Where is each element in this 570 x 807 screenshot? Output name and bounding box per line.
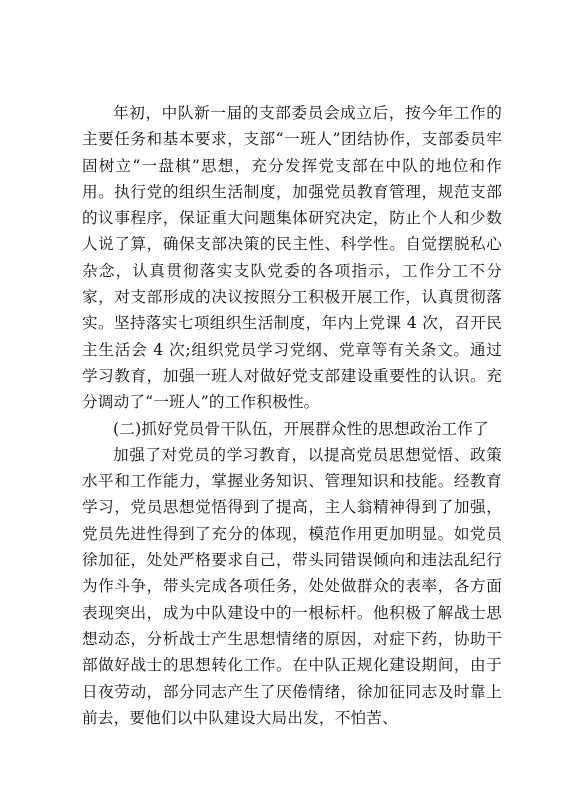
document-body bbox=[82, 100, 502, 731]
paragraph-party-member-education: 加强了对党员的学习教育，以提高党员思想觉悟、政策水平和工作能力，掌握业务知识、管理知识和技能。经教育学习，党员思想觉悟得到了提高，主人翁精神得到了加强，党员先进性得到了充分的体现，模范作用更加明显。如党员徐加征，处处严格要求自己，带头同错误倾向和违法乱纪行为作斗争，带头完成各项任务，处处做群众的表率，各方面表现突出，成为中队建设中的一根标杆。他积极了解战士思想动态，分析战士产生思想情绪的原因，对症下药，协助干部做好战士的思想转化工作。在中队正规化建设期间，由于日夜劳动，部分同志产生了厌倦情绪，徐加征同志及时靠上前去，要他们以中队建设大局出发，不怕苦、 bbox=[82, 445, 502, 727]
paragraph-party-branch-work: 年初，中队新一届的支部委员会成立后，按今年工作的主要任务和基本要求，支部“一班人”团结协作，支部委员牢固树立“一盘棋”思想，充分发挥党支部在中队的地位和作用。执行党的组织生活制度，加强党员教育管理，规范支部的议事程序，保证重大问题集体研究决定，防止个人和少数人说了算，确保支部决策的民主性、科学性。自觉摆脱私心杂念，认真贯彻落实支队党委的各项指示，工作分工不分家，对支部形成的决议按照分工积极开展工作，认真贯彻落实。坚持落实七项组织生活制度，年内上党课 4 次，召开民主生活会 4 次;组织党员学习党纲、党章等有关条文。通过学习教育，加强一班人对做好党支部建设重要性的认识。充分调动了“一班人”的工作积极性。 bbox=[82, 104, 502, 412]
section-heading: (二)抓好党员骨干队伍，开展群众性的思想政治工作了 bbox=[113, 419, 489, 438]
